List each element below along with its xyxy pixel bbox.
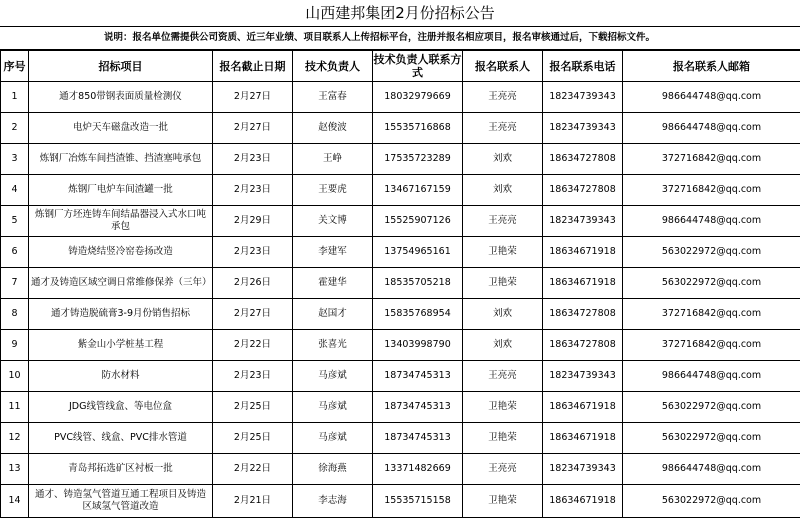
cell-no: 9 <box>1 330 29 361</box>
table-row <box>1 82 800 113</box>
cell-contact-email: 372716842@qq.com <box>623 299 800 330</box>
header-contact-phone: 报名联系电话 <box>543 51 623 82</box>
cell-project: 铸造烧结竖冷窑卷扬改造 <box>29 237 213 268</box>
cell-project: PVC线管、线盒、PVC排水管道 <box>29 423 213 454</box>
cell-tech-lead: 王要虎 <box>293 175 373 206</box>
cell-tech-phone: 13467167159 <box>373 175 463 206</box>
cell-tech-lead: 张喜光 <box>293 330 373 361</box>
cell-no: 5 <box>1 206 29 237</box>
cell-no: 8 <box>1 299 29 330</box>
cell-contact-email: 986644748@qq.com <box>623 206 800 237</box>
cell-contact-email: 372716842@qq.com <box>623 144 800 175</box>
cell-no: 2 <box>1 113 29 144</box>
cell-contact: 刘欢 <box>463 144 543 175</box>
cell-deadline: 2月23日 <box>213 237 293 268</box>
cell-contact: 刘欢 <box>463 330 543 361</box>
header-project: 招标项目 <box>29 51 213 82</box>
header-contact-email: 报名联系人邮箱 <box>623 51 800 82</box>
cell-project: 通才铸造脱硫膏3-9月份销售招标 <box>29 299 213 330</box>
cell-contact-phone: 18634671918 <box>543 392 623 423</box>
cell-contact-email: 986644748@qq.com <box>623 82 800 113</box>
cell-deadline: 2月22日 <box>213 454 293 485</box>
cell-contact-phone: 18234739343 <box>543 113 623 144</box>
cell-contact-email: 563022972@qq.com <box>623 237 800 268</box>
cell-contact-email: 372716842@qq.com <box>623 330 800 361</box>
cell-tech-lead: 赵国才 <box>293 299 373 330</box>
table-row <box>1 144 800 175</box>
cell-tech-lead: 赵俊波 <box>293 113 373 144</box>
tender-table <box>0 50 800 518</box>
cell-tech-phone: 15525907126 <box>373 206 463 237</box>
table-row <box>1 423 800 454</box>
table-row <box>1 454 800 485</box>
cell-contact-phone: 18234739343 <box>543 82 623 113</box>
cell-project: 电炉天车磁盘改造一批 <box>29 113 213 144</box>
cell-project: JDG线管线盒、等电位盒 <box>29 392 213 423</box>
cell-tech-phone: 15535715158 <box>373 485 463 518</box>
table-row <box>1 113 800 144</box>
cell-contact: 卫艳荣 <box>463 485 543 518</box>
cell-contact: 王亮亮 <box>463 82 543 113</box>
header-no: 序号 <box>1 51 29 82</box>
cell-contact-phone: 18634671918 <box>543 237 623 268</box>
cell-tech-lead: 霍建华 <box>293 268 373 299</box>
cell-deadline: 2月25日 <box>213 423 293 454</box>
cell-no: 10 <box>1 361 29 392</box>
cell-project: 紫金山小学桩基工程 <box>29 330 213 361</box>
header-tech-phone: 技术负责人联系方式 <box>373 51 463 82</box>
page-title: 山西建邦集团2月份招标公告 <box>0 0 800 27</box>
cell-contact: 刘欢 <box>463 175 543 206</box>
cell-deadline: 2月27日 <box>213 299 293 330</box>
cell-deadline: 2月26日 <box>213 268 293 299</box>
cell-contact: 王亮亮 <box>463 206 543 237</box>
header-contact: 报名联系人 <box>463 51 543 82</box>
cell-contact-email: 986644748@qq.com <box>623 454 800 485</box>
cell-tech-phone: 13754965161 <box>373 237 463 268</box>
cell-no: 12 <box>1 423 29 454</box>
cell-project: 防水材料 <box>29 361 213 392</box>
table-row <box>1 299 800 330</box>
cell-project: 通才、铸造氢气管道互通工程项目及铸造区域氢气管道改造 <box>29 485 213 518</box>
cell-contact: 王亮亮 <box>463 361 543 392</box>
table-row <box>1 330 800 361</box>
cell-contact-phone: 18634671918 <box>543 268 623 299</box>
header-tech-lead: 技术负责人 <box>293 51 373 82</box>
cell-contact: 王亮亮 <box>463 113 543 144</box>
cell-tech-phone: 18535705218 <box>373 268 463 299</box>
notice-text: 说明：报名单位需提供公司资质、近三年业绩、项目联系人上传招标平台，注册并报名相应项目，报名审核通过后，下载招标文件。 <box>0 26 800 50</box>
table-row <box>1 237 800 268</box>
cell-no: 7 <box>1 268 29 299</box>
header-deadline: 报名截止日期 <box>213 51 293 82</box>
cell-tech-lead: 马彦斌 <box>293 361 373 392</box>
cell-no: 14 <box>1 485 29 518</box>
cell-tech-lead: 关文博 <box>293 206 373 237</box>
cell-project: 通才及铸造区域空调日常维修保养（三年） <box>29 268 213 299</box>
cell-project: 炼钢厂冶炼车间挡渣锥、挡渣塞吨承包 <box>29 144 213 175</box>
cell-contact-phone: 18634671918 <box>543 485 623 518</box>
cell-contact-phone: 18634727808 <box>543 144 623 175</box>
cell-contact-phone: 18634727808 <box>543 299 623 330</box>
cell-no: 3 <box>1 144 29 175</box>
cell-tech-phone: 15535716868 <box>373 113 463 144</box>
cell-contact-phone: 18234739343 <box>543 454 623 485</box>
cell-deadline: 2月25日 <box>213 392 293 423</box>
cell-tech-lead: 王峥 <box>293 144 373 175</box>
cell-tech-phone: 18734745313 <box>373 423 463 454</box>
table-row <box>1 175 800 206</box>
cell-tech-phone: 18734745313 <box>373 392 463 423</box>
table-row <box>1 392 800 423</box>
table-header-row <box>1 51 800 82</box>
cell-contact-email: 563022972@qq.com <box>623 485 800 518</box>
cell-no: 11 <box>1 392 29 423</box>
cell-no: 4 <box>1 175 29 206</box>
cell-contact: 卫艳荣 <box>463 423 543 454</box>
cell-contact: 王亮亮 <box>463 454 543 485</box>
cell-tech-phone: 18734745313 <box>373 361 463 392</box>
cell-deadline: 2月29日 <box>213 206 293 237</box>
cell-tech-lead: 王富春 <box>293 82 373 113</box>
cell-contact-email: 986644748@qq.com <box>623 361 800 392</box>
cell-deadline: 2月23日 <box>213 144 293 175</box>
cell-deadline: 2月22日 <box>213 330 293 361</box>
cell-deadline: 2月27日 <box>213 113 293 144</box>
cell-tech-phone: 17535723289 <box>373 144 463 175</box>
cell-tech-lead: 徐海燕 <box>293 454 373 485</box>
cell-tech-lead: 马彦斌 <box>293 423 373 454</box>
cell-no: 6 <box>1 237 29 268</box>
cell-contact-phone: 18234739343 <box>543 361 623 392</box>
table-row <box>1 361 800 392</box>
cell-deadline: 2月21日 <box>213 485 293 518</box>
cell-tech-phone: 13371482669 <box>373 454 463 485</box>
cell-tech-lead: 马彦斌 <box>293 392 373 423</box>
cell-contact-phone: 18634727808 <box>543 330 623 361</box>
cell-project: 青岛邦拓选矿区衬板一批 <box>29 454 213 485</box>
cell-no: 1 <box>1 82 29 113</box>
cell-project: 炼钢厂电炉车间渣罐一批 <box>29 175 213 206</box>
cell-contact-phone: 18234739343 <box>543 206 623 237</box>
cell-contact-email: 563022972@qq.com <box>623 268 800 299</box>
cell-project: 通才850带钢表面质量检测仪 <box>29 82 213 113</box>
cell-contact-email: 563022972@qq.com <box>623 392 800 423</box>
cell-deadline: 2月23日 <box>213 175 293 206</box>
cell-tech-lead: 李建军 <box>293 237 373 268</box>
cell-contact: 卫艳荣 <box>463 392 543 423</box>
cell-contact-phone: 18634671918 <box>543 423 623 454</box>
table-row <box>1 485 800 518</box>
cell-contact-phone: 18634727808 <box>543 175 623 206</box>
cell-deadline: 2月27日 <box>213 82 293 113</box>
cell-contact: 卫艳荣 <box>463 268 543 299</box>
cell-contact-email: 563022972@qq.com <box>623 423 800 454</box>
cell-no: 13 <box>1 454 29 485</box>
cell-tech-phone: 13403998790 <box>373 330 463 361</box>
cell-tech-phone: 15835768954 <box>373 299 463 330</box>
cell-contact: 刘欢 <box>463 299 543 330</box>
cell-tech-phone: 18032979669 <box>373 82 463 113</box>
cell-project: 炼钢厂方坯连铸车间结晶器浸入式水口吨承包 <box>29 206 213 237</box>
cell-deadline: 2月23日 <box>213 361 293 392</box>
cell-tech-lead: 李志海 <box>293 485 373 518</box>
cell-contact-email: 986644748@qq.com <box>623 113 800 144</box>
cell-contact-email: 372716842@qq.com <box>623 175 800 206</box>
table-row <box>1 268 800 299</box>
cell-contact: 卫艳荣 <box>463 237 543 268</box>
table-row <box>1 206 800 237</box>
